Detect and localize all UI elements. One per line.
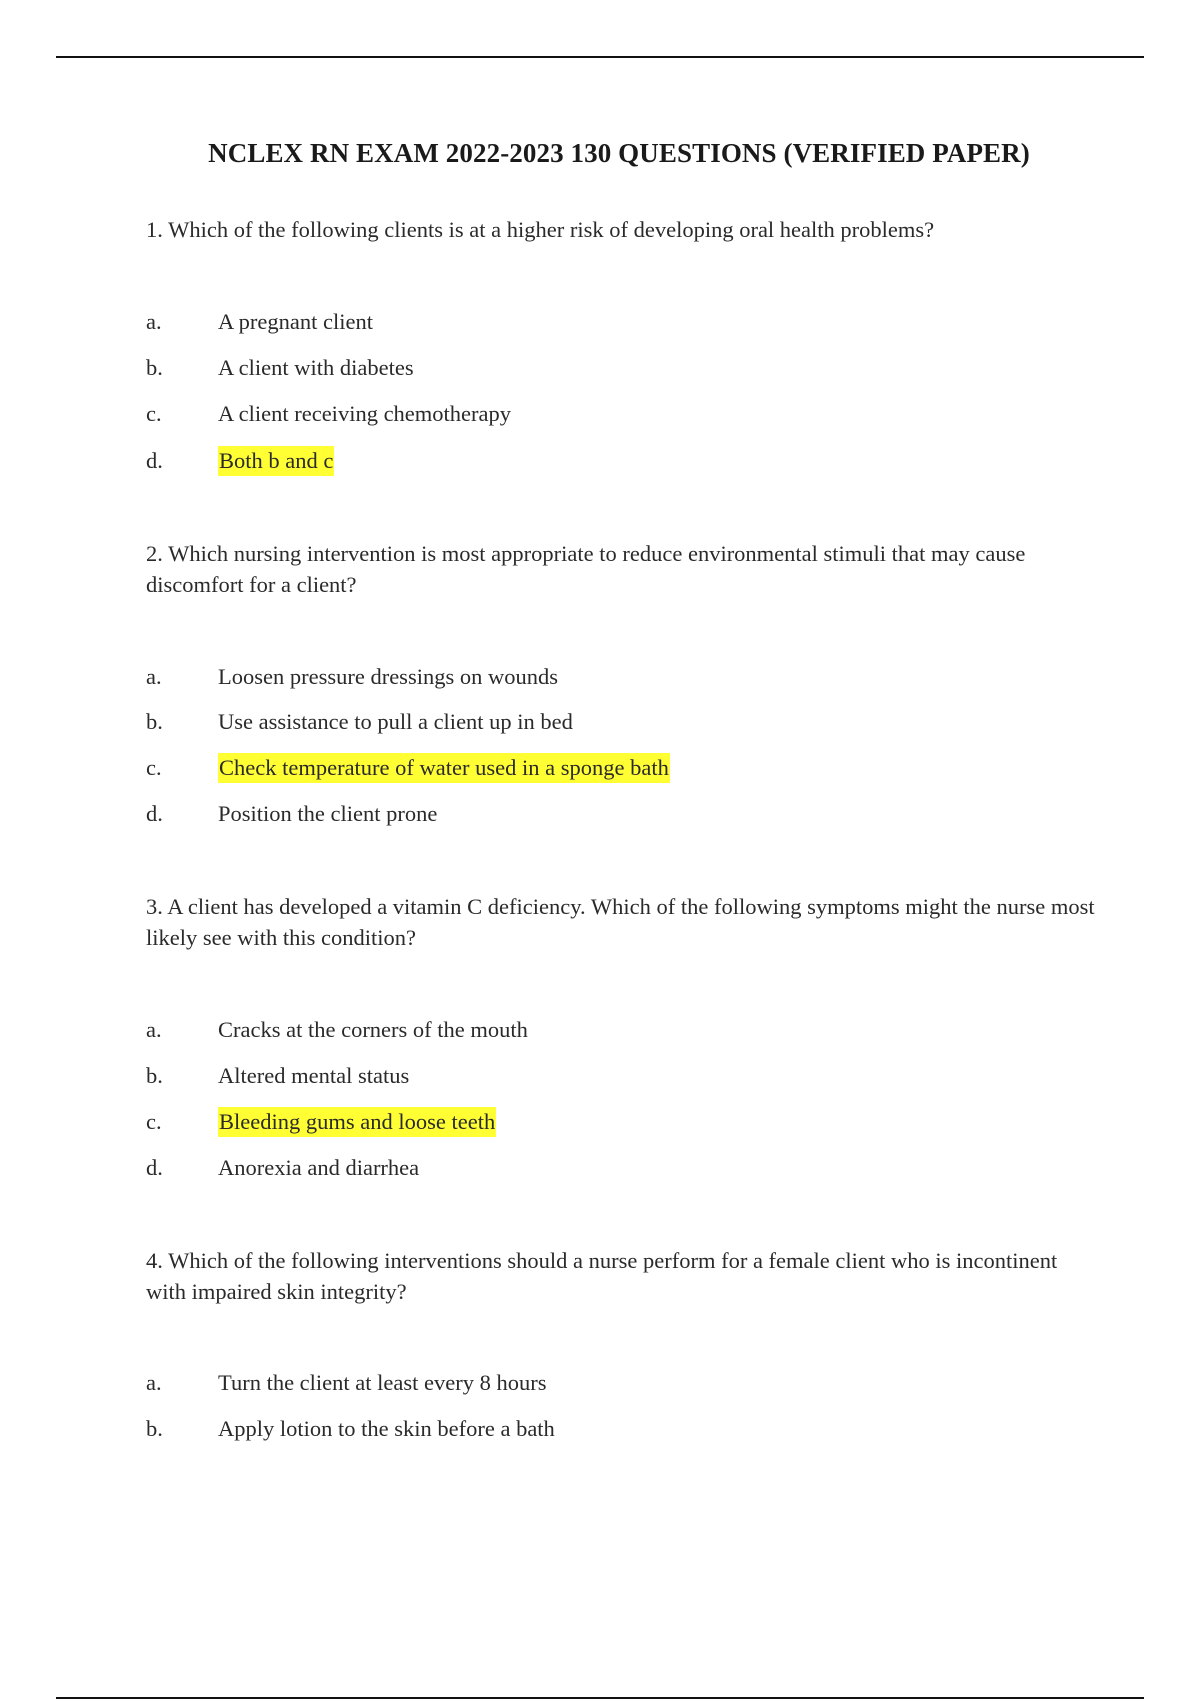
question-3-option-d: [146, 1153, 419, 1183]
question-2-option-a: [146, 662, 558, 692]
question-3-prompt: 3. A client has developed a vitamin C deficiency. Which of the following symptoms might the nurse most likely see with this condition?: [146, 894, 1095, 950]
top-rule: [56, 56, 1144, 58]
option-text: Position the client prone: [218, 801, 438, 826]
option-letter: b.: [146, 355, 163, 380]
option-text: Loosen pressure dressings on wounds: [218, 664, 558, 689]
question-4-option-b: [146, 1414, 555, 1444]
option-letter: c.: [146, 1109, 162, 1134]
option-letter: c.: [146, 755, 162, 780]
option-letter: c.: [146, 401, 162, 426]
question-2-option-b: [146, 707, 573, 737]
bottom-rule: [56, 1697, 1144, 1699]
question-1-option-b: [146, 353, 414, 383]
option-text: Altered mental status: [218, 1063, 410, 1088]
question-3-option-a: [146, 1015, 528, 1045]
option-letter: d.: [146, 801, 163, 826]
question-4-option-a: [146, 1368, 546, 1398]
option-text: Apply lotion to the skin before a bath: [218, 1416, 555, 1441]
question-2-option-c: [146, 753, 670, 783]
question-1-option-a: [146, 307, 373, 337]
option-letter: d.: [146, 1155, 163, 1180]
highlighted-answer-text: Check temperature of water used in a sponge bath: [218, 753, 670, 783]
highlighted-answer-text: Bleeding gums and loose teeth: [218, 1107, 496, 1137]
option-letter: a.: [146, 309, 162, 334]
option-letter: b.: [146, 709, 163, 734]
option-text: Turn the client at least every 8 hours: [218, 1370, 547, 1395]
option-letter: d.: [146, 448, 163, 473]
document-title: NCLEX RN EXAM 2022-2023 130 QUESTIONS (VERIFIED PAPER): [208, 138, 1030, 168]
option-letter: a.: [146, 1370, 162, 1395]
question-3-option-b: [146, 1061, 409, 1091]
option-text: Use assistance to pull a client up in bed: [218, 709, 573, 734]
option-text: Anorexia and diarrhea: [218, 1155, 420, 1180]
option-text: A client with diabetes: [218, 355, 414, 380]
option-text: Cracks at the corners of the mouth: [218, 1017, 528, 1042]
question-1-option-c: [146, 399, 511, 429]
option-letter: b.: [146, 1063, 163, 1088]
question-1-option-d: [146, 446, 334, 476]
question-2-prompt: 2. Which nursing intervention is most appropriate to reduce environmental stimuli that may cause discomfort for a client?: [146, 541, 1026, 597]
option-text: A pregnant client: [218, 309, 373, 334]
option-letter: a.: [146, 664, 162, 689]
option-text: A client receiving chemotherapy: [218, 401, 512, 426]
option-letter: a.: [146, 1017, 162, 1042]
question-1-prompt: 1. Which of the following clients is at a higher risk of developing oral health problems?: [146, 217, 935, 242]
option-letter: b.: [146, 1416, 163, 1441]
question-4-prompt: 4. Which of the following interventions should a nurse perform for a female client who is incontinent with impaired skin integrity?: [146, 1248, 1058, 1304]
question-3-option-c: [146, 1107, 496, 1137]
question-2-option-d: [146, 799, 437, 829]
highlighted-answer-text: Both b and c: [218, 446, 334, 476]
